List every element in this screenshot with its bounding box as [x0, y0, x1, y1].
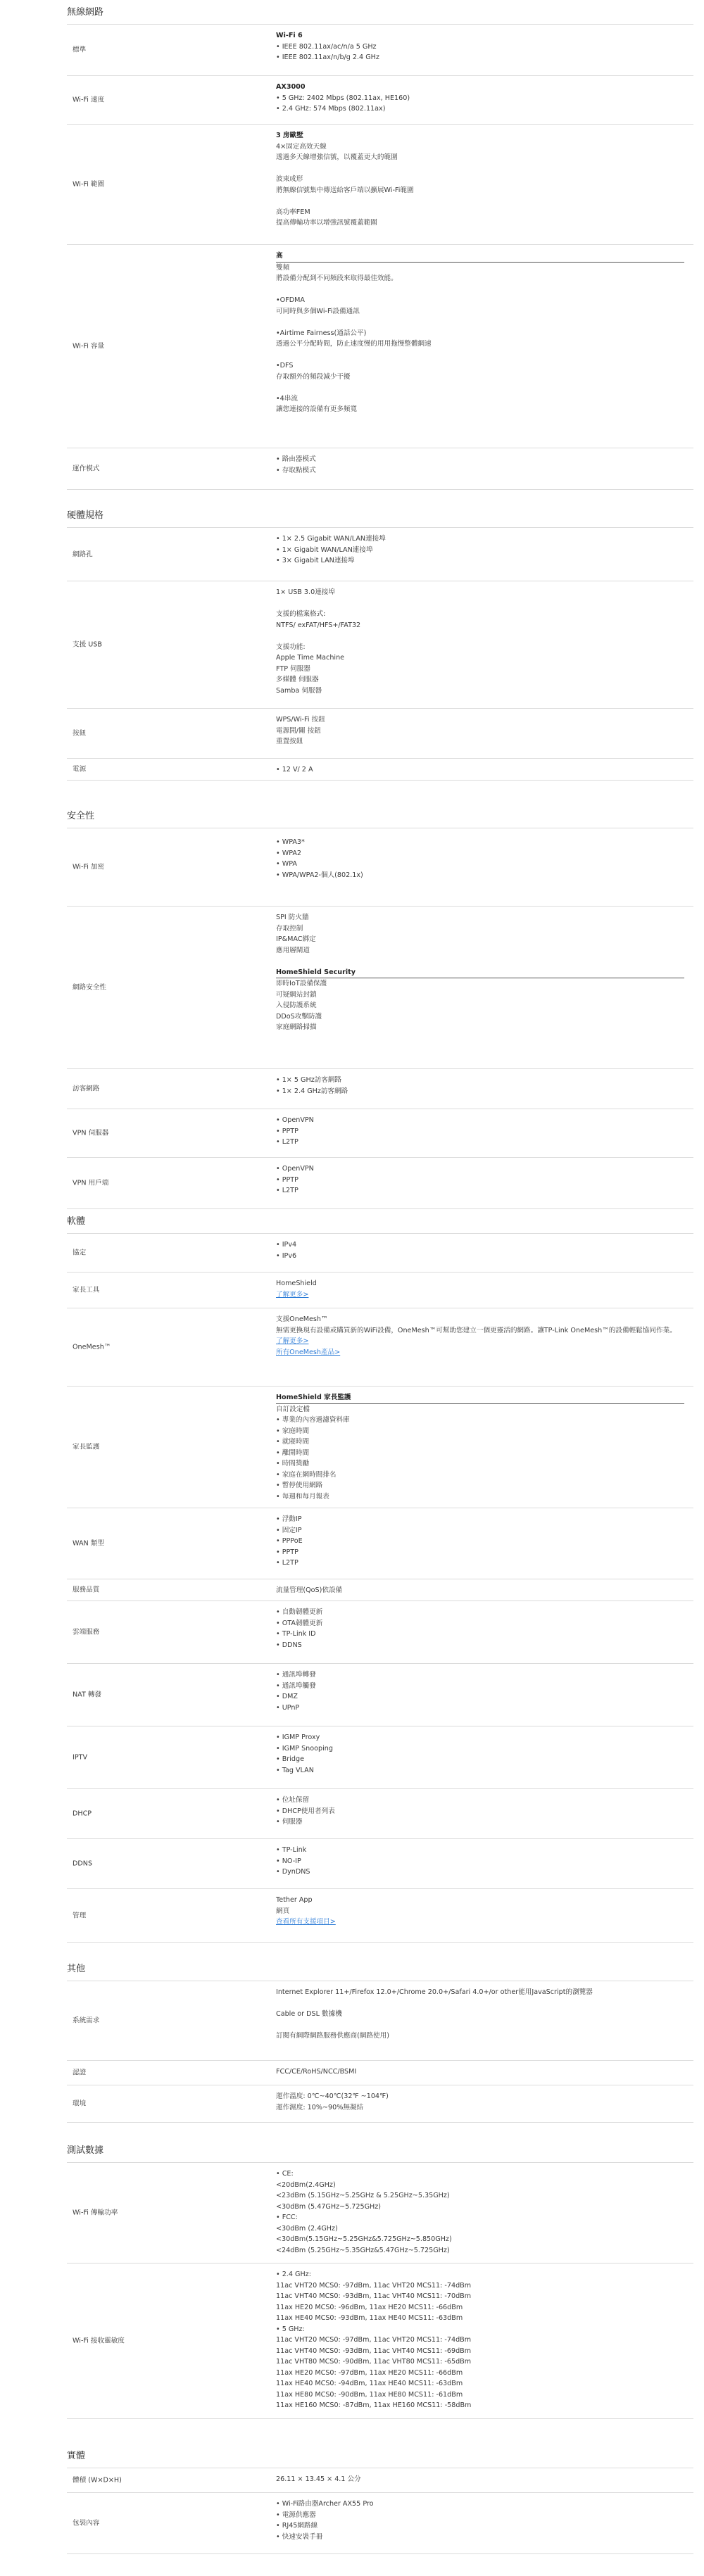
value-line: 存取額外的頻段減少干擾 [276, 372, 351, 381]
value-line: 即時IoT設備保護 [276, 980, 327, 987]
section-software [67, 1209, 693, 1969]
row-label: VPN 用戶端 [73, 1179, 109, 1187]
value-line: • OTA韌體更新 [276, 1619, 323, 1627]
row-value [276, 1845, 684, 1878]
row-label: 雲端服務 [73, 1628, 100, 1636]
value-line: • 2.4 GHz: 574 Mbps (802.11ax) [276, 105, 386, 113]
row-value [276, 2091, 684, 2113]
value-line: • 位址保留 [276, 1796, 310, 1804]
value-line: • WPA2 [276, 849, 302, 857]
row-label: 訪客網路 [73, 1085, 100, 1093]
value-line: 自訂設定檔 [276, 1405, 310, 1413]
value-paragraph: 無需更換現有設備或購買新的WiFi設備，OneMesh™可幫助您建立一個更靈活的網路。讓TP-Link OneMesh™的設備輕鬆協同作業。 [276, 1326, 677, 1334]
value-line: 11ac VHT40 MCS0: -93dBm, 11ac VHT40 MCS11: -69dBm [276, 2347, 472, 2355]
row-value [276, 1987, 684, 2042]
value-line: • FCC: [276, 2214, 298, 2221]
value-line: • PPTP [276, 1548, 298, 1556]
section-physical [67, 2442, 693, 2572]
row-label: 管理 [73, 1911, 87, 1919]
value-line: • 通訊埠觸發 [276, 1681, 316, 1690]
row-label: 電源 [73, 765, 87, 774]
spec-row-nat-forwarding [67, 1664, 693, 1726]
value-line: 電源開/關 按鈕 [276, 726, 321, 735]
value-line: 將設備分配到不同頻段來取得最佳效能。 [276, 274, 398, 282]
section-title: 實體 [67, 2451, 86, 2461]
value-line: • OpenVPN [276, 1116, 314, 1124]
value-line: • PPTP [276, 1175, 298, 1184]
row-label: NAT 轉發 [73, 1691, 102, 1699]
value-line: • 家庭在網時間排名 [276, 1470, 337, 1479]
value-line: • 1× 5 GHz訪客網路 [276, 1076, 342, 1084]
row-value [276, 1895, 684, 1928]
row-label: Wi-Fi 範圍 [73, 180, 105, 189]
row-label: 按鈕 [73, 729, 87, 738]
spec-row-parental-controls [67, 1387, 693, 1508]
section-title: 軟體 [67, 1216, 86, 1227]
value-line: • IGMP Proxy [276, 1734, 320, 1741]
value-line: • DMZ [276, 1693, 298, 1700]
value-line: 高功率FEM [276, 208, 310, 216]
row-label: 支援 USB [73, 640, 102, 649]
spec-row-dimensions [67, 2468, 693, 2493]
value-line: • 伺服器 [276, 1818, 303, 1826]
row-value [276, 1732, 684, 1776]
value-line: Wi-Fi 6 [276, 32, 303, 39]
spec-row-wifi-range [67, 125, 693, 245]
spec-row-protocols [67, 1234, 693, 1273]
row-value [276, 1115, 684, 1148]
value-line: 高 [276, 251, 684, 263]
value-line: 11ax HE80 MCS0: -90dBm, 11ax HE80 MCS11: -61dBm [276, 2390, 463, 2399]
value-line: 3 房歐墅 [276, 132, 303, 139]
value-line: • NO-IP [276, 1857, 301, 1865]
spec-row-buttons [67, 709, 693, 759]
value-line: • Tag VLAN [276, 1766, 314, 1774]
row-label: 包裝內容 [73, 2519, 100, 2527]
value-line: • 離開時間 [276, 1448, 310, 1457]
value-line: AX3000 [276, 83, 306, 91]
value-line: 多媒體 伺服器 [276, 676, 319, 683]
learn-more-link[interactable]: 了解更多> [276, 1337, 309, 1345]
value-line: • PPPoE [276, 1537, 303, 1545]
value-line: • 12 V/ 2 A [276, 766, 313, 774]
value-line: • 電源供應器 [276, 2511, 316, 2519]
row-value [276, 587, 684, 696]
value-line: • 自動韌體更新 [276, 1608, 323, 1616]
value-line: • 存取點模式 [276, 466, 316, 474]
row-value [276, 1163, 684, 1197]
spec-row-network-security [67, 907, 693, 1069]
spec-row-ddns [67, 1839, 693, 1889]
row-value [276, 1314, 684, 1358]
spec-row-certification [67, 2061, 693, 2085]
value-line: 支援OneMesh™ [276, 1315, 328, 1323]
spec-row-wifi-tx-power [67, 2163, 693, 2264]
row-label: 系統需求 [73, 2016, 100, 2025]
spec-row-wan-type [67, 1508, 693, 1579]
value-line: 雙頻 [276, 263, 290, 272]
row-label: Wi-Fi 速度 [73, 96, 105, 104]
value-line: • 3× Gigabit LAN連接埠 [276, 557, 355, 564]
value-line: Internet Explorer 11+/Firefox 12.0+/Chrome 20.0+/Safari 4.0+/or other能用JavaScript的瀏覽器 [276, 1988, 593, 1996]
all-onemesh-products-link[interactable]: 所有OneMesh產品> [276, 1348, 341, 1356]
section-title: 其他 [67, 1964, 86, 1974]
spec-row-standard [67, 25, 693, 76]
value-line: FTP 伺服器 [276, 664, 310, 673]
row-label: DDNS [73, 1860, 93, 1868]
value-line: 網頁 [276, 1907, 290, 1915]
value-line: • 時間獎勵 [276, 1460, 310, 1467]
spec-row-system-requirements [67, 1981, 693, 2061]
value-line: 提高傳輸功率以增強訊號覆蓋範圍 [276, 219, 377, 227]
value-line: 11ax HE20 MCS0: -97dBm, 11ax HE20 MCS11: -66dBm [276, 2368, 463, 2377]
section-title: 安全性 [67, 811, 95, 821]
value-line: • 專業的內容過濾資料庫 [276, 1416, 350, 1424]
learn-more-link[interactable]: 了解更多> [276, 1290, 309, 1299]
row-value [276, 1278, 684, 1300]
value-line: NTFS/ exFAT/HFS+/FAT32 [276, 621, 361, 629]
value-line: • IPv6 [276, 1251, 297, 1260]
row-label: Wi-Fi 加密 [73, 863, 105, 871]
row-label: 環境 [73, 2100, 87, 2108]
row-label: 網路安全性 [73, 983, 106, 992]
spec-row-wifi-capacity [67, 245, 693, 448]
spec-row-guest-network [67, 1069, 693, 1109]
value-line: • CE: [276, 2170, 294, 2178]
row-label: 運作模式 [73, 465, 100, 473]
row-value [276, 1514, 684, 1569]
value-line: WPS/Wi-Fi 按鈕 [276, 716, 325, 724]
value-line: IP&MAC綁定 [276, 935, 316, 943]
spec-row-management [67, 1889, 693, 1943]
value-line: • DDNS [276, 1641, 302, 1649]
value-line: <30dBm(5.15GHz~5.25GHz&5.725GHz~5.850GHz) [276, 2235, 452, 2243]
value-line: 流量管理(QoS)依設備 [276, 1586, 343, 1594]
value-line: • 1× Gigabit WAN/LAN連接埠 [276, 545, 373, 554]
row-value [276, 837, 684, 880]
value-line: 波束成形 [276, 175, 303, 183]
spec-row-wifi-encryption [67, 828, 693, 907]
row-value [276, 2269, 684, 2411]
value-line: 訂閱有網際網路服務供應商(網路使用) [276, 2032, 389, 2040]
value-line: 4×固定高效天線 [276, 142, 327, 151]
value-line: • 家庭時間 [276, 1427, 310, 1435]
value-line: 透過多天線增強信號，以覆蓋更大的範圍 [276, 153, 398, 161]
value-line: • RJ45網路線 [276, 2522, 318, 2530]
row-label: 家長工具 [73, 1286, 100, 1294]
value-line: • L2TP [276, 1187, 298, 1194]
row-label: Wi-Fi 接收靈敏度 [73, 2337, 125, 2345]
row-label: 家長監護 [73, 1443, 100, 1451]
row-label: 網路孔 [73, 550, 93, 558]
row-value [276, 2066, 684, 2078]
value-line: Tether App [276, 1896, 313, 1904]
value-line: • 暫停使用網路 [276, 1482, 323, 1489]
row-label: 體積 (W×D×H) [73, 2476, 122, 2485]
row-label: Wi-Fi 傳輸功率 [73, 2209, 118, 2217]
spec-row-parental-tools [67, 1273, 693, 1308]
value-line: • 浮動IP [276, 1515, 302, 1523]
value-line: 11ac VHT20 MCS0: -97dBm, 11ac VHT20 MCS11: -74dBm [276, 2281, 472, 2290]
row-value [276, 251, 684, 415]
row-value [276, 714, 684, 747]
value-line: FCC/CE/RoHS/NCC/BSMI [276, 2068, 357, 2076]
value-line: • L2TP [276, 1559, 298, 1567]
value-line: HomeShield Security [276, 967, 684, 979]
value-line: 將無線信號集中傳送給客戶端以擴展Wi-Fi範圍 [276, 186, 414, 194]
value-line: <23dBm (5.15GHz~5.25GHz & 5.25GHz~5.35GHz) [276, 2192, 450, 2199]
value-line: • TP-Link ID [276, 1630, 316, 1638]
value-line: • L2TP [276, 1138, 298, 1146]
value-line: •4串流 [276, 394, 298, 403]
spec-row-operation-mode [67, 448, 693, 490]
value-line: • UPnP [276, 1703, 300, 1712]
value-line: 11ax HE40 MCS0: -94dBm, 11ax HE40 MCS11: -63dBm [276, 2380, 463, 2387]
value-line: 應用層閘道 [276, 946, 310, 954]
row-value [276, 130, 684, 229]
value-line: • DynDNS [276, 1868, 310, 1876]
value-line: 讓您連接的設備有更多頻寬 [276, 405, 358, 413]
value-line: • IPv4 [276, 1241, 297, 1249]
spec-row-usb [67, 581, 693, 709]
row-label: Wi-Fi 容量 [73, 342, 105, 351]
row-value [276, 912, 684, 1033]
row-value [276, 2474, 684, 2485]
value-line: • IEEE 802.11ax/n/b/g 2.4 GHz [276, 53, 379, 61]
value-line: • Wi-Fi路由器Archer AX55 Pro [276, 2500, 374, 2508]
value-line: 26.11 × 13.45 × 4.1 公分 [276, 2475, 361, 2483]
value-line: • WPA/WPA2-個人(802.1x) [276, 871, 363, 879]
value-line: • Bridge [276, 1755, 304, 1763]
row-label: 協定 [73, 1249, 87, 1257]
value-line: • TP-Link [276, 1846, 307, 1854]
value-line: <30dBm (2.4GHz) [276, 2224, 338, 2233]
value-line: • WPA3* [276, 838, 305, 846]
row-value [276, 2168, 684, 2256]
value-line: 11ac VHT40 MCS0: -93dBm, 11ac VHT40 MCS11: -70dBm [276, 2292, 472, 2300]
value-line: • 就寢時間 [276, 1438, 310, 1446]
value-line: 支援功能: [276, 643, 306, 651]
section-title: 測試數據 [67, 2145, 104, 2156]
row-label: WAN 類型 [73, 1539, 104, 1548]
value-line: • 5 GHz: [276, 2325, 305, 2333]
row-value [276, 1585, 684, 1596]
value-line: HomeShield [276, 1280, 317, 1287]
row-value [276, 764, 684, 776]
row-label: IPTV [73, 1753, 88, 1762]
spec-row-vpn-server [67, 1109, 693, 1158]
row-value [276, 1392, 684, 1502]
value-line: SPI 防火牆 [276, 914, 309, 921]
row-value [276, 1669, 684, 1713]
spec-row-qos [67, 1579, 693, 1601]
spec-row-vpn-client [67, 1158, 693, 1209]
value-line: <30dBm (5.47GHz~5.725GHz) [276, 2202, 382, 2211]
value-line: • 固定IP [276, 1526, 302, 1534]
spec-row-ports [67, 528, 693, 581]
spec-row-power [67, 759, 693, 781]
section-hardware [67, 507, 693, 802]
row-label: 標準 [73, 46, 87, 54]
value-line: 可疑網站封鎖 [276, 990, 317, 999]
row-label: 認證 [73, 2069, 87, 2077]
value-line: 1× USB 3.0連接埠 [276, 588, 335, 596]
value-line: • 路由器模式 [276, 455, 316, 463]
value-line: • 通訊埠轉發 [276, 1671, 316, 1679]
value-line: •OFDMA [276, 296, 305, 304]
spec-row-dhcp [67, 1789, 693, 1839]
value-line: • 5 GHz: 2402 Mbps (802.11ax, HE160) [276, 94, 410, 102]
row-label: OneMesh™ [73, 1343, 111, 1351]
value-line: 支援的檔案格式: [276, 610, 326, 618]
value-line: • 1× 2.5 Gigabit WAN/LAN連接埠 [276, 535, 386, 543]
row-value [276, 30, 684, 63]
section-wireless [67, 0, 693, 517]
spec-row-environment [67, 2085, 693, 2123]
value-line: 運作溫度: 0℃~40℃(32℉ ~104℉) [276, 2092, 389, 2100]
value-line: <24dBm (5.25GHz~5.35GHz&5.47GHz~5.725GHz) [276, 2246, 450, 2254]
spec-row-package-contents [67, 2493, 693, 2554]
value-line: • 每週和每月報表 [276, 1492, 329, 1501]
value-line: 透過公平分配時間，防止速度慢的用用拖慢整體網速 [276, 340, 432, 348]
value-line: 11ac VHT80 MCS0: -90dBm, 11ac VHT80 MCS11: -65dBm [276, 2358, 472, 2366]
section-other [67, 1957, 693, 2140]
value-line: HomeShield 家長監護 [276, 1392, 684, 1404]
row-value [276, 454, 684, 476]
value-line: • 2.4 GHz: [276, 2271, 311, 2278]
section-title: 無線網路 [67, 7, 104, 18]
row-label: 服務品質 [73, 1586, 100, 1594]
row-label: VPN 伺服器 [73, 1129, 109, 1137]
spec-row-cloud-service [67, 1601, 693, 1664]
value-line: • OpenVPN [276, 1165, 314, 1173]
value-line: 重置按鈕 [276, 738, 303, 745]
value-line: 存取控制 [276, 924, 303, 933]
row-value [276, 2499, 684, 2542]
value-line: Cable or DSL 數據機 [276, 2010, 342, 2018]
value-line: • IGMP Snooping [276, 1744, 333, 1753]
row-value [276, 1795, 684, 1828]
spec-row-iptv [67, 1726, 693, 1789]
value-line: • WPA [276, 860, 297, 868]
view-all-supported-link[interactable]: 查看所有支援項目> [276, 1918, 336, 1926]
value-line: • IEEE 802.11ax/ac/n/a 5 GHz [276, 42, 377, 51]
row-value [276, 1075, 684, 1097]
row-value [276, 82, 684, 115]
value-line: •Airtime Fairness(通話公平) [276, 329, 367, 337]
value-line: 11ax HE40 MCS0: -93dBm, 11ax HE40 MCS11: -63dBm [276, 2314, 463, 2322]
value-line: 入侵防護系統 [276, 1002, 317, 1009]
value-line: DDoS攻擊防護 [276, 1012, 322, 1021]
value-line: • DHCP使用者列表 [276, 1807, 335, 1815]
spec-row-onemesh [67, 1308, 693, 1387]
row-value [276, 533, 684, 567]
value-line: 運作濕度: 10%~90%無凝結 [276, 2103, 364, 2111]
section-security [67, 781, 693, 1204]
value-line: • 1× 2.4 GHz訪客網路 [276, 1087, 348, 1095]
value-line: 11ac VHT20 MCS0: -97dBm, 11ac VHT20 MCS11: -74dBm [276, 2336, 472, 2344]
value-line: <20dBm(2.4GHz) [276, 2180, 336, 2189]
value-line: 11ax HE20 MCS0: -96dBm, 11ax HE20 MCS11: -66dBm [276, 2303, 463, 2311]
value-line: • PPTP [276, 1127, 298, 1135]
value-line: Samba 伺服器 [276, 686, 322, 695]
section-test-data [67, 2140, 693, 2442]
row-value [276, 1607, 684, 1650]
spec-row-wifi-rx-sensitivity [67, 2264, 693, 2419]
value-line: 11ax HE160 MCS0: -87dBm, 11ax HE160 MCS11: -58dBm [276, 2401, 472, 2409]
section-title: 硬體規格 [67, 510, 104, 521]
value-line: 家庭網路掃描 [276, 1023, 317, 1031]
value-line: 可同時與多個Wi-Fi設備通訊 [276, 307, 360, 315]
spec-row-wifi-speed [67, 76, 693, 125]
value-line: • 快速安裝手冊 [276, 2532, 323, 2541]
row-label: DHCP [73, 1810, 92, 1818]
value-line: Apple Time Machine [276, 654, 345, 662]
row-value [276, 1239, 684, 1261]
value-line: •DFS [276, 362, 294, 370]
